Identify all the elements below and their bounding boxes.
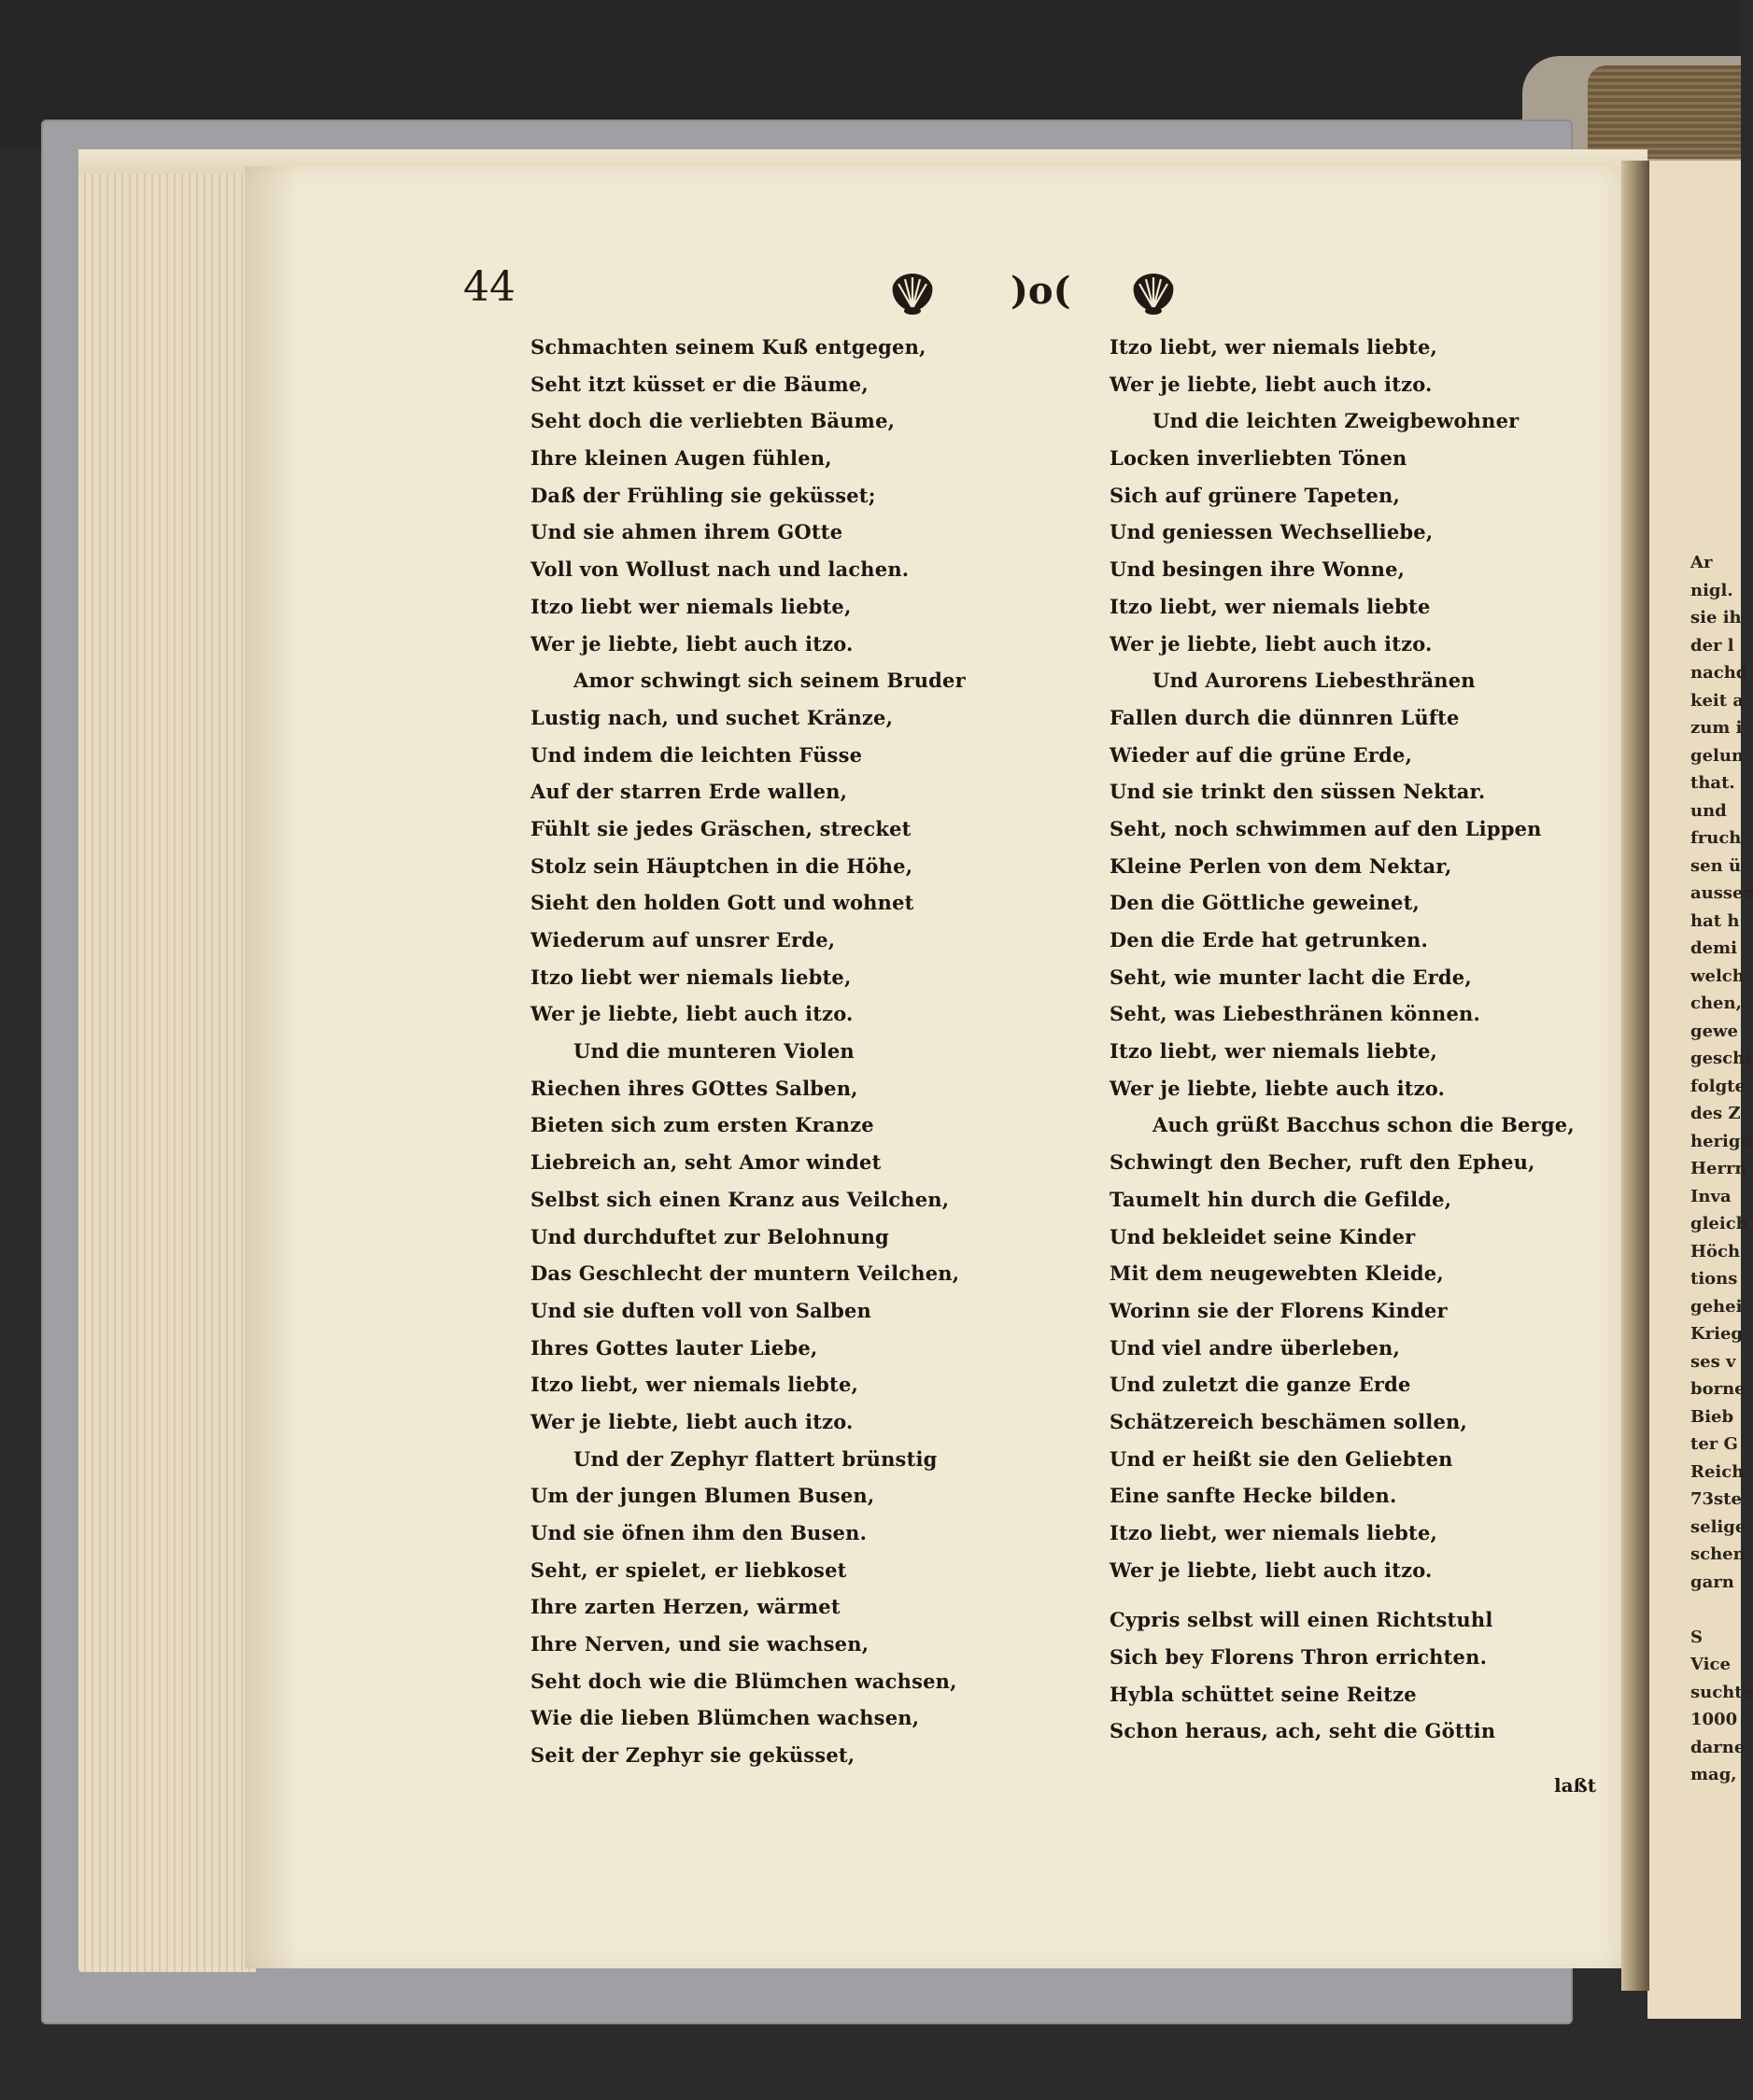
verse-line: Bieten sich zum ersten Kranze — [530, 1113, 874, 1137]
verse-line: Seht, wie munter lacht die Erde, — [1110, 965, 1472, 989]
verse-line: Und Aurorens Liebesthränen — [1152, 669, 1476, 693]
fragment-line: gehei — [1690, 1296, 1743, 1317]
fragment-line: gewe — [1690, 1021, 1738, 1041]
fragment-line: sen ü — [1690, 855, 1742, 876]
verse-line: Seht doch die verliebten Bäume, — [530, 409, 896, 433]
page-block-edges — [78, 161, 256, 1972]
verse-line: Liebreich an, seht Amor windet — [530, 1150, 882, 1175]
fragment-line: garn — [1690, 1571, 1734, 1592]
verse-line: Ihre zarten Herzen, wärmet — [530, 1595, 841, 1619]
verse-line: Den die Göttliche geweinet, — [1110, 891, 1421, 915]
fragment-line: Inva — [1690, 1186, 1732, 1206]
verse-line: Itzo liebt, wer niemals liebte — [1110, 594, 1431, 618]
fragment-line: Bieb — [1690, 1406, 1734, 1427]
verse-line: Wer je liebte, liebt auch itzo. — [530, 631, 854, 655]
verse-line: Wer je liebte, liebt auch itzo. — [530, 1409, 854, 1433]
fragment-line: sie ih — [1690, 608, 1742, 627]
fragment-line: tions — [1690, 1269, 1738, 1289]
fragment-line: des Z — [1690, 1104, 1741, 1123]
verse-line: Auf der starren Erde wallen, — [530, 780, 848, 804]
verse-line: Das Geschlecht der muntern Veilchen, — [530, 1261, 960, 1286]
verse-line: Den die Erde hat getrunken. — [1110, 928, 1429, 951]
fragment-line: ses v — [1690, 1351, 1736, 1372]
verse-line: Wieder auf die grüne Erde, — [1110, 742, 1413, 767]
verse-line: Wiederum auf unsrer Erde, — [530, 928, 836, 951]
fragment-line: ter G — [1690, 1434, 1738, 1454]
fragment-line: nigl. — [1690, 580, 1733, 600]
fragment-line: gelun — [1690, 745, 1745, 766]
verse-line: Und der Zephyr flattert brünstig — [573, 1446, 938, 1471]
fragment-line: Ar — [1690, 553, 1713, 572]
verse-line: Wie die lieben Blümchen wachsen, — [530, 1706, 920, 1730]
verse-line: Cypris selbst will einen Richtstuhl — [1110, 1608, 1493, 1632]
verse-line: Stolz sein Häuptchen in die Höhe, — [530, 853, 913, 878]
page-number: 44 — [463, 263, 516, 311]
fragment-line: Krieg — [1690, 1324, 1744, 1344]
catchword: laßt — [1554, 1774, 1596, 1797]
fragment-line — [1690, 1596, 1741, 1624]
fragment-line: ausser — [1690, 883, 1752, 903]
fragment-line: S — [1690, 1627, 1703, 1647]
fragment-line: borne — [1690, 1379, 1746, 1399]
verse-line: Um der jungen Blumen Busen, — [530, 1484, 875, 1508]
verse-line: Schmachten seinem Kuß entgegen, — [530, 335, 926, 359]
verse-line: Ihres Gottes lauter Liebe, — [530, 1335, 818, 1360]
verse-line: Selbst sich einen Kranz aus Veilchen, — [530, 1187, 950, 1211]
fragment-line: darne — [1690, 1737, 1746, 1757]
fragment-line: Höch — [1690, 1241, 1741, 1261]
fragment-line: folgte — [1690, 1076, 1746, 1096]
fragment-line: geschi — [1690, 1049, 1752, 1068]
verse-line: Mit dem neugewebten Kleide, — [1110, 1261, 1444, 1286]
fragment-line: schen — [1690, 1544, 1746, 1564]
verse-line: Und er heißt sie den Geliebten — [1110, 1446, 1453, 1471]
page-shadow — [245, 166, 301, 1968]
verse-line: Eine sanfte Hecke bilden. — [1110, 1484, 1397, 1508]
facing-page-fragments — [1690, 549, 1753, 1789]
verse-line: Itzo liebt, wer niemals liebte, — [1110, 1521, 1438, 1544]
verse-line: Itzo liebt, wer niemals liebte, — [1110, 1039, 1438, 1064]
verse-line: Schätzereich beschämen sollen, — [1110, 1409, 1467, 1433]
fragment-line: der l — [1690, 635, 1734, 655]
verse-line: Lustig nach, und suchet Kränze, — [530, 705, 894, 729]
fragment-line: hat h — [1690, 910, 1740, 931]
fragment-line: zum i — [1690, 718, 1743, 738]
fragment-line: fruch — [1690, 828, 1742, 848]
fragment-line: gleich — [1690, 1214, 1748, 1233]
verse-line: Itzo liebt wer niemals liebte, — [530, 965, 852, 989]
fragment-line: chen, — [1690, 994, 1742, 1013]
verse-line: Und bekleidet seine Kinder — [1110, 1224, 1416, 1248]
verse-line: Wer je liebte, liebt auch itzo. — [1110, 372, 1433, 396]
verse-line: Seit der Zephyr sie geküsset, — [530, 1743, 855, 1768]
verse-line: Sich bey Florens Thron errichten. — [1110, 1645, 1488, 1670]
fragment-line: welch — [1690, 965, 1745, 986]
fragment-line: Reich — [1690, 1461, 1745, 1482]
fragment-line: suchte — [1690, 1682, 1753, 1702]
fragment-line: that. — [1690, 773, 1735, 793]
verse-line: Sich auf grünere Tapeten, — [1110, 483, 1401, 507]
fragment-line: Vice — [1690, 1655, 1731, 1674]
verse-line: Sieht den holden Gott und wohnet — [530, 891, 914, 915]
fragment-line: nachd — [1690, 663, 1748, 683]
verse-line: Wer je liebte, liebte auch itzo. — [1110, 1076, 1446, 1100]
book-gutter — [1621, 161, 1649, 1991]
center-ornament: )o( — [1011, 269, 1071, 313]
verse-line: Seht, was Liebesthränen können. — [1110, 1002, 1480, 1026]
verse-line: Locken inverliebten Tönen — [1110, 446, 1407, 471]
fragment-line: keit a — [1690, 690, 1745, 711]
verse-line: Worinn sie der Florens Kinder — [1110, 1298, 1448, 1322]
verse-line: Kleine Perlen von dem Nektar, — [1110, 853, 1452, 878]
verse-line: Und viel andre überleben, — [1110, 1335, 1401, 1360]
shell-ornament-icon — [1128, 271, 1179, 316]
verse-line: Schwingt den Becher, ruft den Epheu, — [1110, 1150, 1535, 1175]
fragment-line: demi — [1690, 938, 1737, 958]
verse-line: Seht doch wie die Blümchen wachsen, — [530, 1669, 957, 1693]
fragment-line: Herrn — [1690, 1159, 1747, 1178]
verse-line: Wer je liebte, liebt auch itzo. — [1110, 1557, 1433, 1582]
verse-line: Ihre kleinen Augen fühlen, — [530, 446, 832, 471]
right-text-column — [1110, 329, 1575, 1750]
verse-line: Und sie öfnen ihm den Busen. — [530, 1521, 868, 1544]
adjacent-book-page-edge — [1588, 65, 1741, 159]
fragment-line: 1000 — [1690, 1710, 1738, 1729]
verse-line: Schon heraus, ach, seht die Göttin — [1110, 1719, 1496, 1743]
verse-line: Und indem die leichten Füsse — [530, 742, 863, 767]
verse-line: Taumelt hin durch die Gefilde, — [1110, 1187, 1452, 1211]
verse-line: Voll von Wollust nach und lachen. — [530, 557, 910, 582]
verse-line: Daß der Frühling sie geküsset; — [530, 483, 876, 507]
verse-line: Riechen ihres GOttes Salben, — [530, 1076, 858, 1100]
verse-line: Itzo liebt wer niemals liebte, — [530, 594, 852, 618]
verse-line: Und die munteren Violen — [573, 1039, 855, 1064]
fragment-line: selige — [1690, 1516, 1746, 1537]
fragment-line: und — [1690, 800, 1727, 821]
verse-line: Fallen durch die dünnren Lüfte — [1110, 705, 1460, 729]
verse-line: Ihre Nerven, und sie wachsen, — [530, 1632, 869, 1656]
verse-line: Fühlt sie jedes Gräschen, strecket — [530, 816, 912, 840]
left-text-column — [530, 329, 966, 1774]
verse-line: Hybla schüttet seine Reitze — [1110, 1682, 1417, 1706]
verse-line: Auch grüßt Bacchus schon die Berge, — [1152, 1113, 1575, 1137]
verse-line: Seht itzt küsset er die Bäume, — [530, 372, 869, 396]
verse-line: Und sie ahmen ihrem GOtte — [530, 520, 843, 544]
verse-line: Itzo liebt, wer niemals liebte, — [1110, 335, 1438, 359]
verse-line: Und sie trinkt den süssen Nektar. — [1110, 780, 1486, 804]
verse-line: Und die leichten Zweigbewohner — [1152, 409, 1520, 433]
verse-line: Und geniessen Wechselliebe, — [1110, 520, 1434, 544]
fragment-line: 73ste — [1690, 1489, 1742, 1509]
verse-line: Seht, er spielet, er liebkoset — [530, 1557, 847, 1582]
verse-line: Und sie duften voll von Salben — [530, 1298, 871, 1322]
verse-line: Wer je liebte, liebt auch itzo. — [530, 1002, 854, 1026]
shell-ornament-icon — [887, 271, 938, 316]
verse-line: Und durchduftet zur Belohnung — [530, 1224, 889, 1248]
verse-line: Wer je liebte, liebt auch itzo. — [1110, 631, 1433, 655]
verse-line: Und zuletzt die ganze Erde — [1110, 1373, 1411, 1397]
verse-line: Seht, noch schwimmen auf den Lippen — [1110, 816, 1542, 840]
fragment-line: mag, — [1690, 1765, 1737, 1784]
verse-line: Amor schwingt sich seinem Bruder — [573, 669, 966, 693]
fragment-line: herige — [1690, 1131, 1751, 1151]
verse-line: Itzo liebt, wer niemals liebte, — [530, 1373, 859, 1397]
verse-line: Und besingen ihre Wonne, — [1110, 557, 1406, 582]
